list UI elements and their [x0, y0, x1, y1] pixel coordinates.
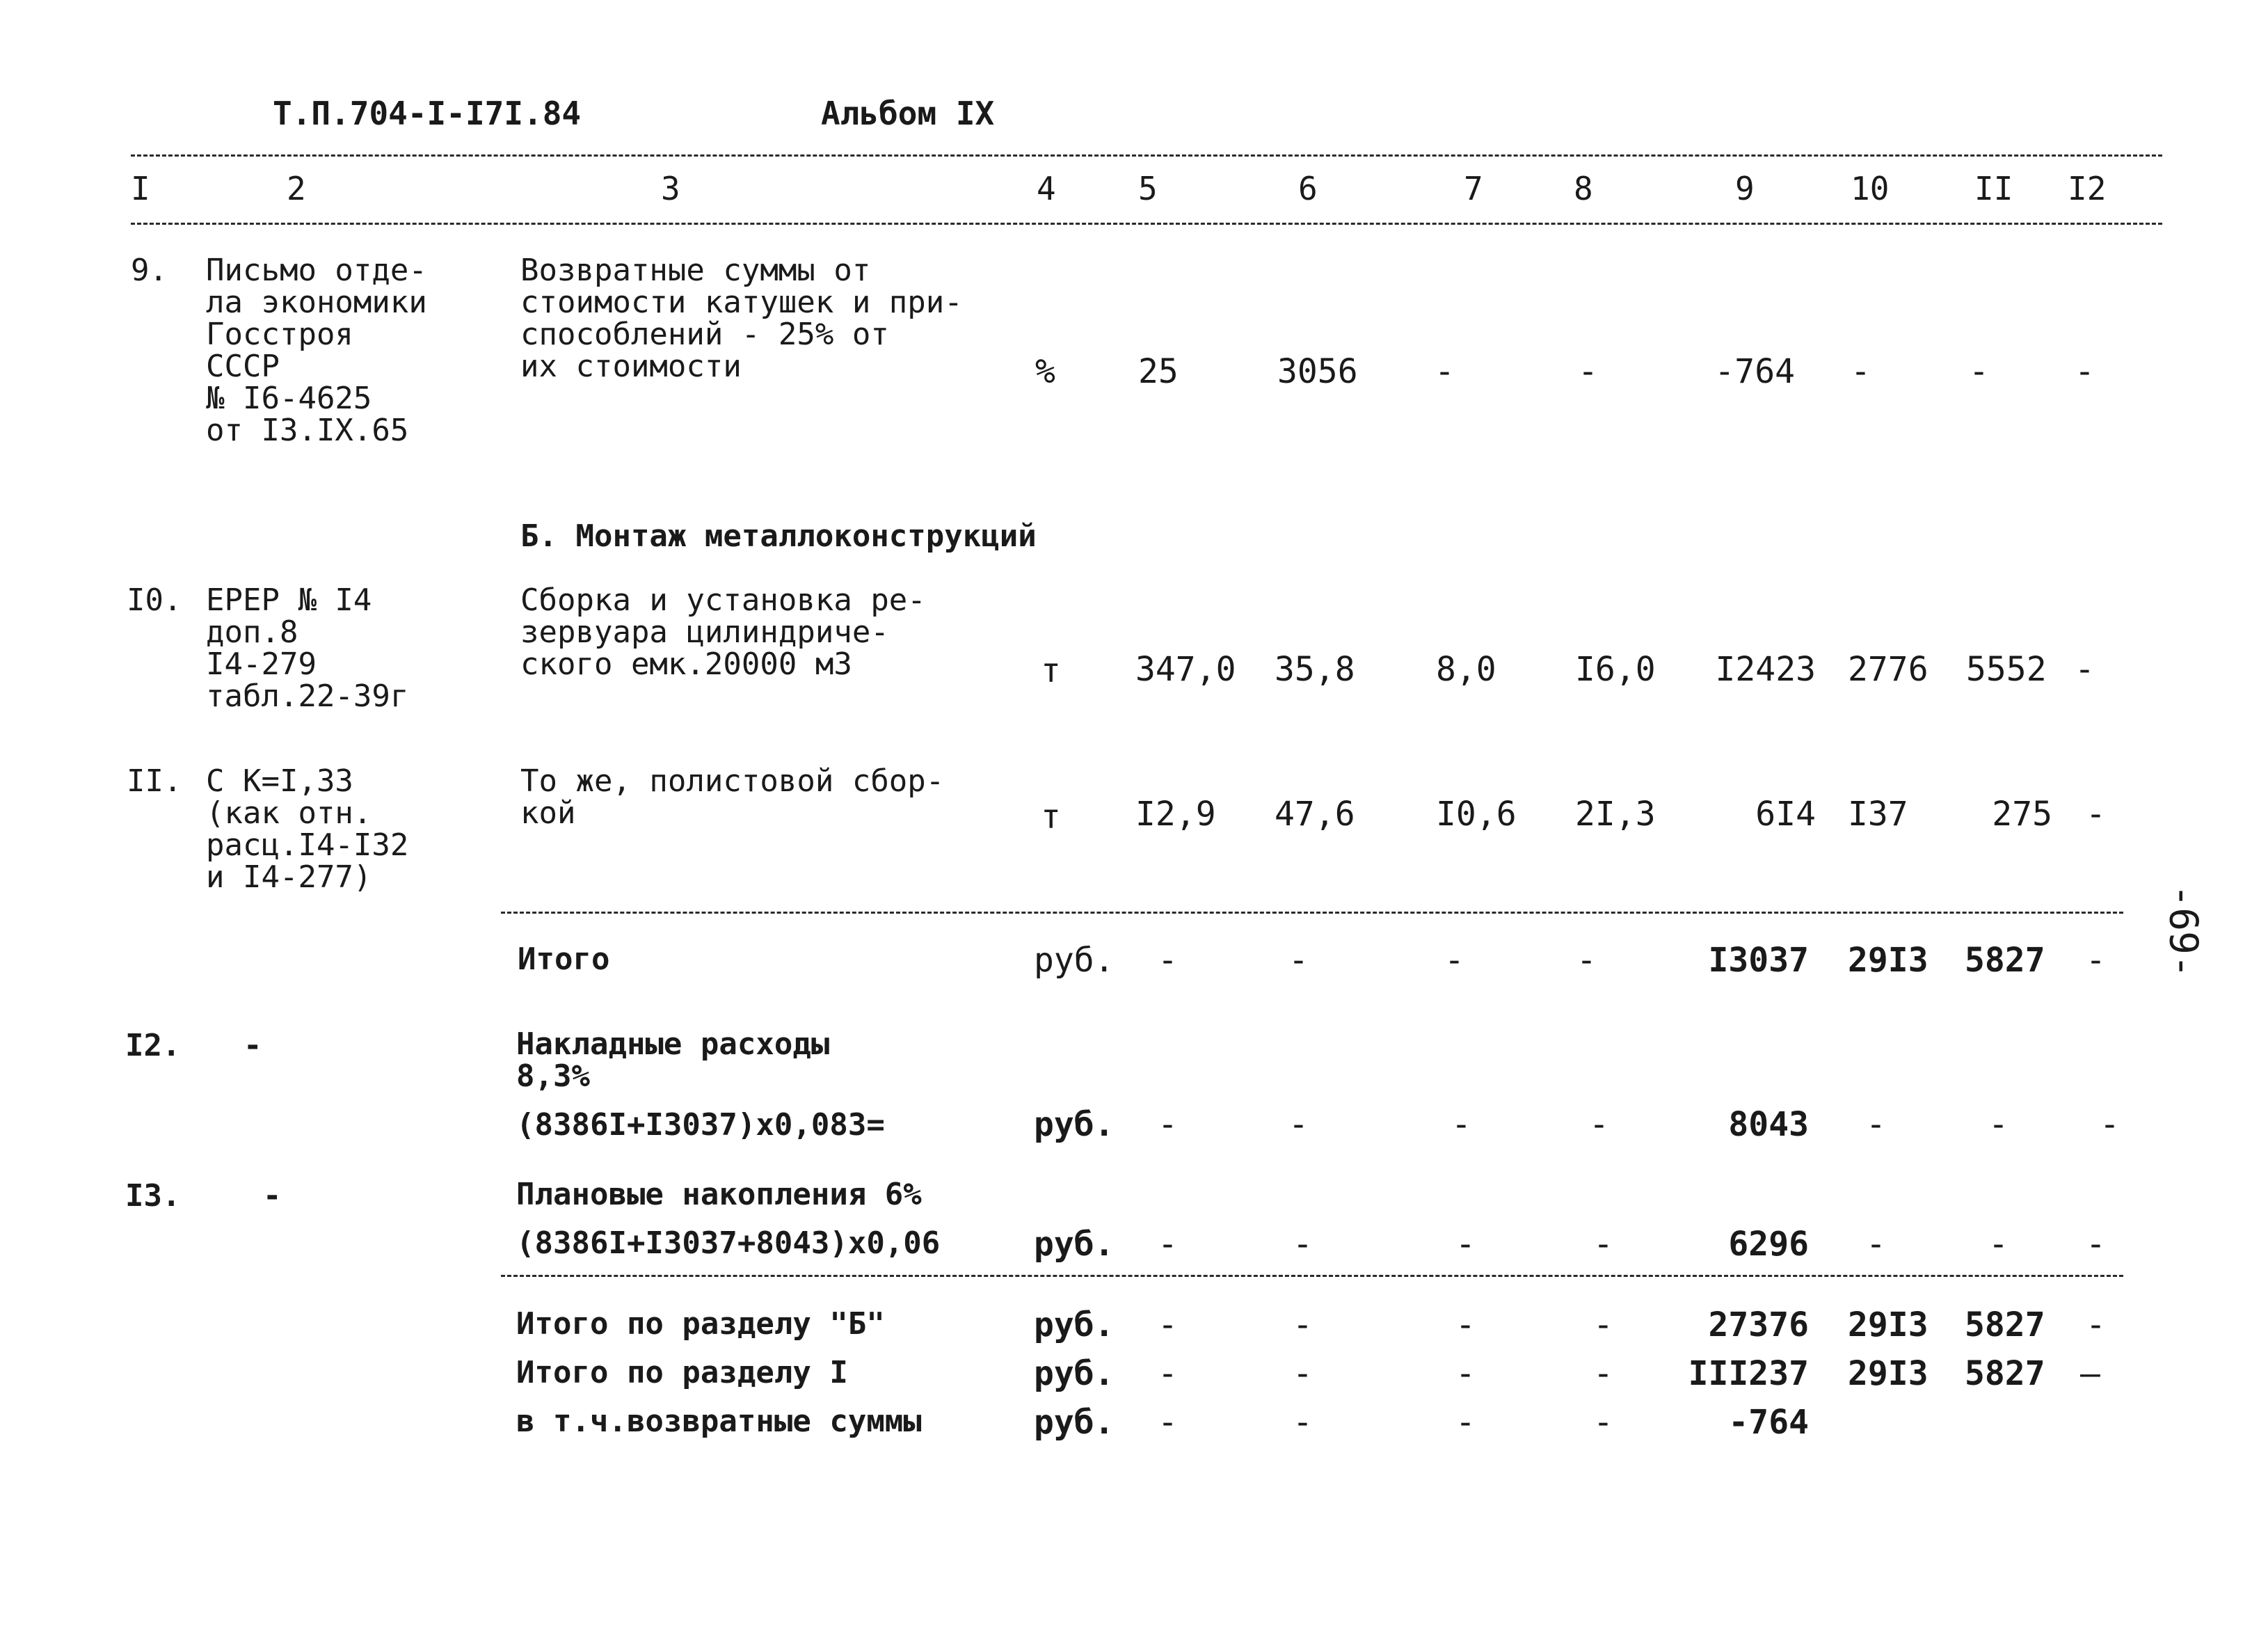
column-header: 7	[1464, 170, 1483, 207]
page-number: -69-	[2160, 884, 2206, 978]
row-number: II.	[127, 763, 182, 799]
cell-col5: 347,0	[1135, 650, 1236, 689]
cell-col10: 2776	[1848, 650, 1928, 689]
row-source: С К=I,33 (как отн. расц.I4-I32 и I4-277)	[206, 763, 409, 895]
cell-col9: 6I4	[1755, 795, 1816, 834]
cell-col12: -	[2086, 941, 2106, 980]
column-header: 6	[1298, 170, 1318, 207]
album-label: Альбом IX	[821, 95, 995, 132]
cell-col7: I0,6	[1436, 795, 1517, 834]
cell-col7: -	[1444, 941, 1464, 980]
cell-col12: -	[2100, 1105, 2120, 1144]
cell-col11: 275	[1992, 795, 2052, 834]
cell-col7: -	[1455, 1225, 1476, 1264]
cell-col8: -	[1589, 1105, 1609, 1144]
cell-col10: 29I3	[1848, 941, 1928, 980]
cell-col12: -	[2086, 1305, 2106, 1344]
cell-col8: -	[1593, 1354, 1613, 1393]
cell-col7: -	[1455, 1403, 1476, 1442]
section-title: Б. Монтаж металлоконструкций	[520, 518, 1037, 554]
cell-col12: -	[2075, 352, 2095, 391]
cell-col5: -	[1158, 1105, 1178, 1144]
column-header: 5	[1138, 170, 1158, 207]
row-unit: руб.	[1034, 1225, 1115, 1264]
row-description: Итого	[518, 942, 610, 977]
cell-col8: -	[1593, 1403, 1613, 1442]
cell-col9: I2423	[1715, 650, 1816, 689]
cell-col5: -	[1158, 1225, 1178, 1264]
cell-col6: -	[1288, 941, 1309, 980]
column-header: 4	[1037, 170, 1056, 207]
cell-col6: 35,8	[1275, 650, 1355, 689]
subtotal-rule	[501, 912, 2123, 914]
cell-col5: -	[1158, 1354, 1178, 1393]
cell-col8: -	[1593, 1305, 1613, 1344]
cell-col7: -	[1455, 1305, 1476, 1344]
row-description: Итого по разделу "Б"	[516, 1306, 885, 1342]
header-bottom-rule	[131, 223, 2162, 225]
cell-col6: -	[1293, 1225, 1313, 1264]
cell-col10: -	[1866, 1105, 1886, 1144]
cell-col6: 3056	[1277, 352, 1358, 391]
cell-col9: -764	[1728, 1403, 1809, 1442]
cell-col7: 8,0	[1436, 650, 1496, 689]
row-description: То же, полистовой сбор- кой	[520, 763, 945, 831]
cell-col8: -	[1578, 352, 1598, 391]
cell-col6: 47,6	[1275, 795, 1355, 834]
cell-col9: 27376	[1708, 1305, 1809, 1344]
column-header: 2	[287, 170, 306, 207]
cell-col10: -	[1866, 1225, 1886, 1264]
cell-col10: 29I3	[1848, 1354, 1928, 1393]
row-unit: руб.	[1034, 1305, 1115, 1344]
header-top-rule	[131, 154, 2162, 157]
cell-col5: -	[1158, 941, 1178, 980]
row-description: в т.ч.возвратные суммы	[516, 1404, 922, 1439]
column-header: 8	[1574, 170, 1593, 207]
cell-col12: -	[2086, 795, 2106, 834]
cell-col12: -	[2086, 1225, 2106, 1264]
cell-col9: 8043	[1728, 1105, 1809, 1144]
row-unit: руб.	[1034, 1403, 1115, 1442]
row-description: Сборка и установка ре- зервуара цилиндриче- ского емк.20000 м3	[520, 582, 926, 682]
row-description: Плановые накопления 6%	[516, 1177, 922, 1212]
column-header: I	[131, 170, 150, 207]
cell-col6: -	[1293, 1305, 1313, 1344]
cell-col8: 2I,3	[1575, 795, 1656, 834]
column-header: 3	[661, 170, 680, 207]
cell-col9: III237	[1688, 1354, 1809, 1393]
row-unit: руб.	[1034, 1105, 1115, 1144]
cell-col5: 25	[1138, 352, 1179, 391]
row-source: Письмо отде- ла экономики Госстроя СССР № I6-4625 от I3.IX.65	[206, 253, 427, 448]
cell-col5: I2,9	[1135, 795, 1216, 834]
row-number: 9.	[131, 253, 168, 288]
cell-col8: -	[1593, 1225, 1613, 1264]
cell-col11: -	[1988, 1225, 2009, 1264]
cell-col6: -	[1288, 1105, 1309, 1144]
row-number: I2.	[125, 1028, 181, 1063]
cell-col6: -	[1293, 1354, 1313, 1393]
cell-col9: -764	[1714, 352, 1795, 391]
cell-col11: 5827	[1965, 941, 2045, 980]
cell-col8: I6,0	[1575, 650, 1656, 689]
row-unit: руб.	[1034, 1354, 1115, 1393]
row-formula: (8386I+I3037+8043)х0,06	[516, 1225, 941, 1261]
row-unit: %	[1035, 352, 1055, 391]
cell-col5: -	[1158, 1403, 1178, 1442]
cell-col10: -	[1851, 352, 1871, 391]
cell-col5: -	[1158, 1305, 1178, 1344]
cell-col10: I37	[1848, 795, 1908, 834]
column-header: I2	[2068, 170, 2107, 207]
row-description: Возвратные суммы от стоимости катушек и при- способлений - 25% от их стоимости	[520, 253, 963, 384]
row-source: -	[243, 1028, 262, 1063]
row-number: I3.	[125, 1178, 181, 1214]
cell-col8: -	[1576, 941, 1597, 980]
row-source: ЕРЕР № I4 доп.8 I4-279 табл.22-39г	[206, 582, 409, 714]
row-source: -	[263, 1178, 282, 1214]
column-header: II	[1974, 170, 2013, 207]
document-code: Т.П.704-I-I7I.84	[273, 95, 582, 132]
row-description: Накладные расходы 8,3%	[516, 1026, 830, 1094]
cell-col10: 29I3	[1848, 1305, 1928, 1344]
cell-col11: 5827	[1965, 1354, 2045, 1393]
row-formula: (8386I+I3037)х0,083=	[516, 1107, 885, 1143]
section-total-rule	[501, 1275, 2123, 1277]
column-header: 9	[1735, 170, 1755, 207]
row-unit: т	[1041, 797, 1061, 836]
cell-col11: 5552	[1966, 650, 2047, 689]
cell-col12: -	[2075, 650, 2095, 689]
cell-col7: -	[1451, 1105, 1471, 1144]
cell-col9: I3037	[1708, 941, 1809, 980]
row-number: I0.	[127, 582, 182, 618]
cell-col7: -	[1455, 1354, 1476, 1393]
cell-col7: -	[1435, 352, 1455, 391]
cell-col11: -	[1988, 1105, 2009, 1144]
cell-col12: —	[2080, 1354, 2100, 1393]
column-header: 10	[1851, 170, 1890, 207]
cell-col11: -	[1969, 352, 1989, 391]
cell-col6: -	[1293, 1403, 1313, 1442]
row-unit: руб.	[1034, 941, 1115, 980]
cell-col11: 5827	[1965, 1305, 2045, 1344]
cell-col9: 6296	[1728, 1225, 1809, 1264]
row-unit: т	[1041, 651, 1061, 690]
row-description: Итого по разделу I	[516, 1355, 848, 1390]
